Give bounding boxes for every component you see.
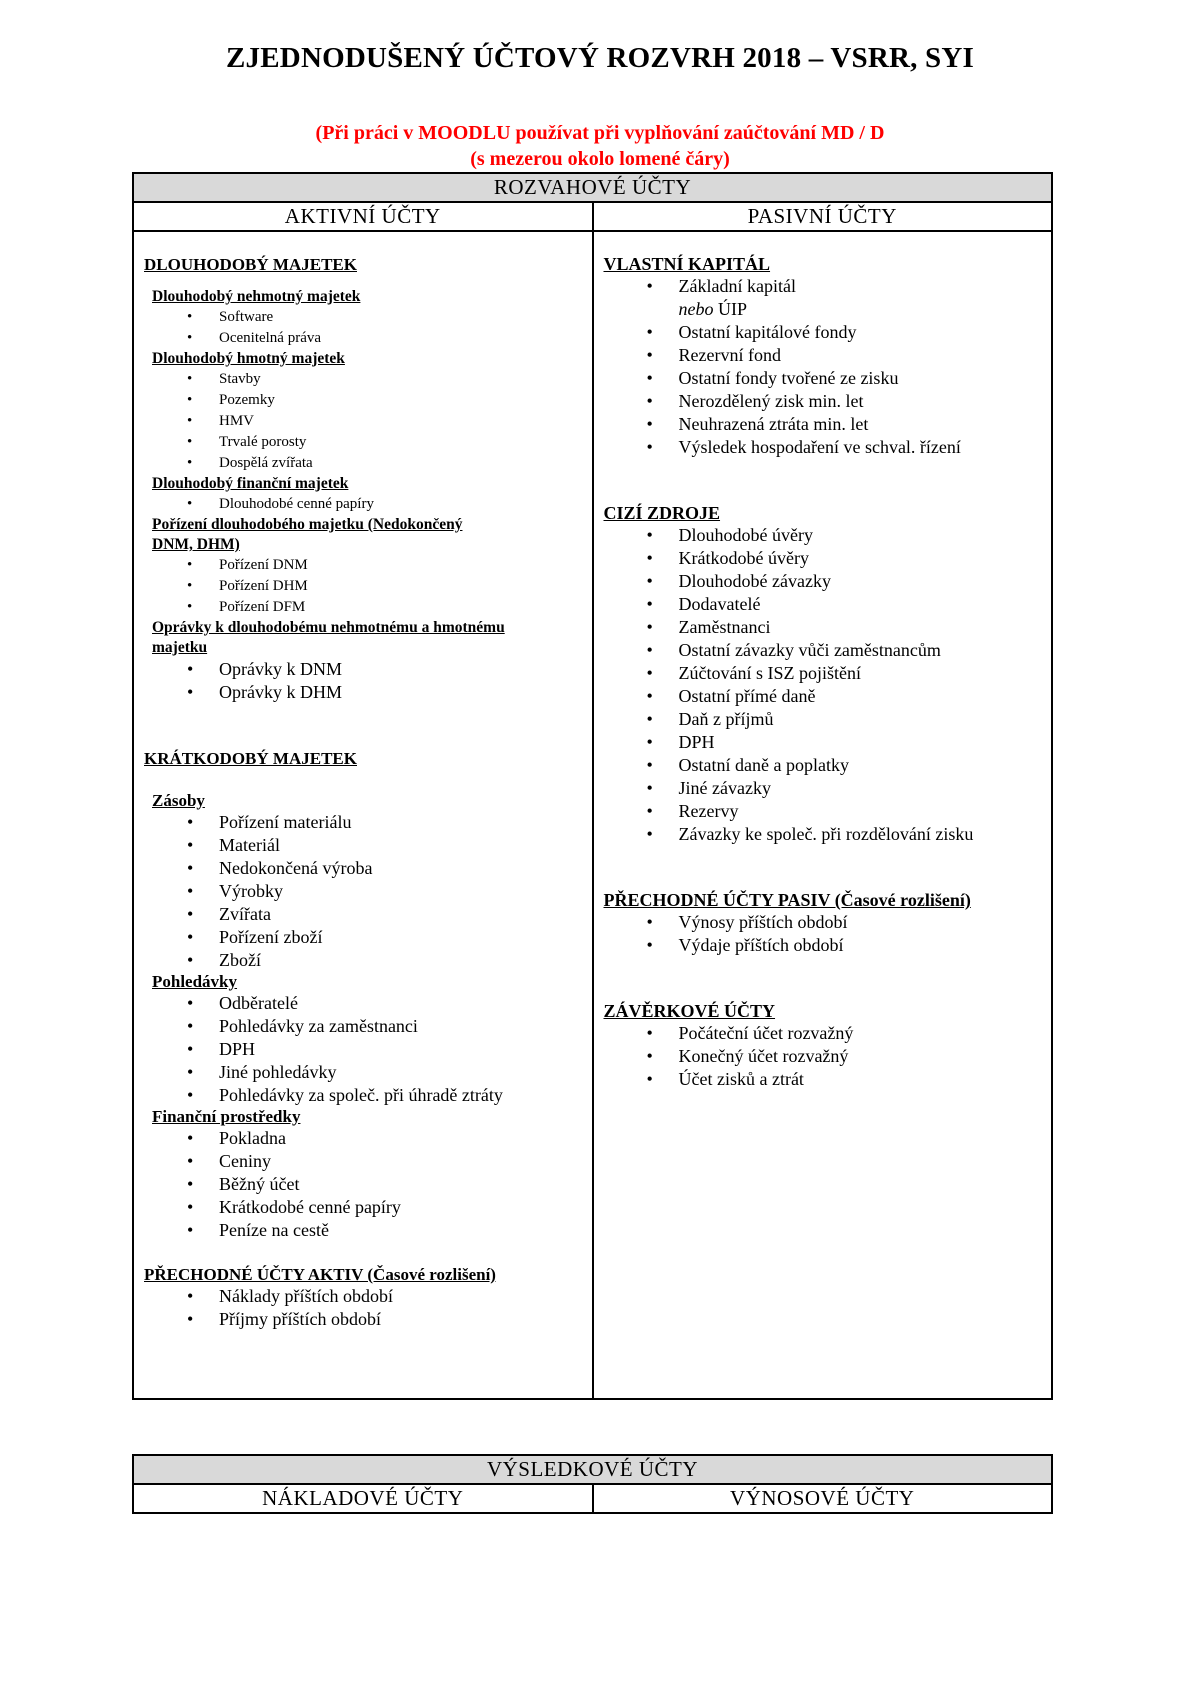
balance-sheet-header: ROZVAHOVÉ ÚČTY [133,173,1052,202]
account-list [144,369,592,474]
account-list [144,1285,592,1331]
list-item: • Příjmy příštích období [144,1308,592,1331]
page-title: ZJEDNODUŠENÝ ÚČTOVÝ ROZVRH 2018 – VSRR, SYI [226,42,974,74]
list-item: • Základní kapitál [604,275,1052,298]
note-line-2: (s mezerou okolo lomené čáry) [470,148,730,170]
list-item: • DPH [144,1038,592,1061]
list-item: • Nedokončená výroba [144,857,592,880]
subsection-heading [144,618,592,658]
list-item: • Ostatní přímé daně [604,685,1052,708]
subsection-heading-line: Oprávky k dlouhodobému nehmotnému a hmotnému [152,619,505,636]
list-item: • Dlouhodobé závazky [604,570,1052,593]
list-item: • Jiné závazky [604,777,1052,800]
section-heading-accruals-assets: PŘECHODNÉ ÚČTY AKTIV (Časové rozlišení) [144,1265,496,1284]
subsection-heading-line: majetku [152,639,208,656]
passive-accounts-header: PASIVNÍ ÚČTY [593,202,1053,231]
list-item: • Výsledek hospodaření ve schval. řízení [604,436,1052,459]
list-item: • Pokladna [144,1127,592,1150]
list-item: • Výnosy příštích období [604,911,1052,934]
list-item: • Jiné pohledávky [144,1061,592,1084]
list-item: • Peníze na cestě [144,1219,592,1242]
list-item: • Stavby [144,369,592,390]
account-list [144,658,592,704]
list-item: • Pořízení zboží [144,926,592,949]
list-item: • Konečný účet rozvažný [604,1045,1052,1068]
subsection-heading: Dlouhodobý finanční majetek [152,475,349,492]
list-item: • Běžný účet [144,1173,592,1196]
subsection-heading: Dlouhodobý hmotný majetek [152,350,345,367]
moodle-note [0,120,1200,172]
list-item: • Pozemky [144,390,592,411]
list-item: • Závazky ke společ. při rozdělování zisku [604,823,1052,846]
subsection-heading: Finanční prostředky [152,1107,301,1126]
list-item: • Náklady příštích období [144,1285,592,1308]
list-item: • Nerozdělený zisk min. let [604,390,1052,413]
list-item: • Pořízení DHM [144,576,592,597]
account-list [144,494,592,515]
subsection-heading [144,515,592,555]
list-item: • Software [144,307,592,328]
list-item: • Ostatní daně a poplatky [604,754,1052,777]
account-list [144,307,592,349]
list-item: • Výrobky [144,880,592,903]
alternative-prefix: nebo [678,299,714,319]
list-item: • Ostatní závazky vůči zaměstnancům [604,639,1052,662]
section-heading-long-term-assets: DLOUHODOBÝ MAJETEK [144,255,357,274]
list-item: • Ceniny [144,1150,592,1173]
list-item: • Pořízení materiálu [144,811,592,834]
section-heading-liabilities: CIZÍ ZDROJE [603,503,721,523]
list-item: • Materiál [144,834,592,857]
list-item: • Odběratelé [144,992,592,1015]
section-heading-closing-accounts: ZÁVĚRKOVÉ ÚČTY [603,1001,776,1021]
account-list [604,275,1052,459]
list-item: • HMV [144,411,592,432]
cost-accounts-header: NÁKLADOVÉ ÚČTY [133,1484,593,1513]
account-list [144,1127,592,1242]
list-item: • Dlouhodobé úvěry [604,524,1052,547]
income-statement-header: VÝSLEDKOVÉ ÚČTY [133,1455,1052,1484]
revenue-accounts-header: VÝNOSOVÉ ÚČTY [593,1484,1053,1513]
list-item: • Pořízení DNM [144,555,592,576]
list-item: • Ostatní fondy tvořené ze zisku [604,367,1052,390]
list-item: • Pohledávky za společ. při úhradě ztráty [144,1084,592,1107]
passive-accounts-column [593,231,1053,1399]
list-item: • Zboží [144,949,592,972]
list-item: • Dodavatelé [604,593,1052,616]
list-item: • Počáteční účet rozvažný [604,1022,1052,1045]
section-heading-accruals-liabilities: PŘECHODNÉ ÚČTY PASIV (Časové rozlišení) [603,890,971,910]
list-item: • Daň z příjmů [604,708,1052,731]
alternative-label: ÚIP [718,299,748,319]
list-item: • Ostatní kapitálové fondy [604,321,1052,344]
list-item: • Rezervy [604,800,1052,823]
list-item: • Ocenitelná práva [144,328,592,349]
subsection-heading: Zásoby [152,791,205,810]
subsection-heading: Dlouhodobý nehmotný majetek [152,288,361,305]
account-list [144,555,592,618]
list-item: • Krátkodobé cenné papíry [144,1196,592,1219]
active-accounts-header: AKTIVNÍ ÚČTY [133,202,593,231]
list-item: • Zúčtování s ISZ pojištění [604,662,1052,685]
list-item: • Pořízení DFM [144,597,592,618]
account-list [604,524,1052,846]
section-heading-equity: VLASTNÍ KAPITÁL [603,254,771,274]
account-list [144,811,592,972]
section-heading-short-term-assets: KRÁTKODOBÝ MAJETEK [144,749,357,768]
list-item-alternative [604,298,1052,321]
list-item: • Neuhrazená ztráta min. let [604,413,1052,436]
note-line-1: (Při práci v MOODLU používat při vyplňování zaúčtování MD / D [315,122,885,144]
balance-sheet-accounts-table [132,172,1053,1400]
list-item: • Účet zisků a ztrát [604,1068,1052,1091]
list-item: • Dospělá zvířata [144,453,592,474]
list-item: • Pohledávky za zaměstnanci [144,1015,592,1038]
list-item: • Krátkodobé úvěry [604,547,1052,570]
list-item: • Oprávky k DHM [144,681,592,704]
subsection-heading: Pohledávky [152,972,238,991]
income-statement-accounts-table [132,1454,1053,1514]
active-accounts-column [133,231,593,1399]
list-item: • Dlouhodobé cenné papíry [144,494,592,515]
subsection-heading-line: DNM, DHM) [152,536,240,553]
subsection-heading-line: Pořízení dlouhodobého majetku (Nedokončený [152,516,463,533]
account-list [144,992,592,1107]
list-item: • Výdaje příštích období [604,934,1052,957]
list-item: • Trvalé porosty [144,432,592,453]
list-item: • Rezervní fond [604,344,1052,367]
list-item: • Zvířata [144,903,592,926]
list-item: • DPH [604,731,1052,754]
list-item: • Oprávky k DNM [144,658,592,681]
account-list [604,1022,1052,1091]
account-list [604,911,1052,957]
list-item: • Zaměstnanci [604,616,1052,639]
